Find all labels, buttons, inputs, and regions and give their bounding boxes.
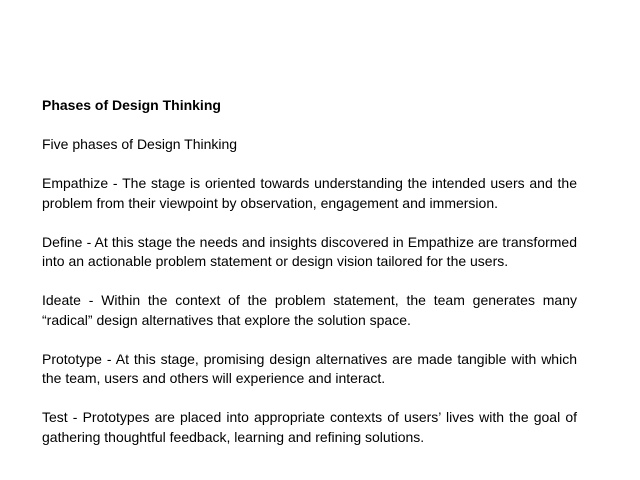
paragraph-test: Test - Prototypes are placed into appropriate contexts of users’ lives with the goal of gathering thoughtful feedback, learning and refining solutions.	[42, 409, 577, 445]
paragraph-ideate: Ideate - Within the context of the problem statement, the team generates many “radical” design alternatives that explore the solution space.	[42, 292, 577, 328]
paragraph-define: Define - At this stage the needs and insights discovered in Empathize are transformed into an actionable problem statement or design vision tailored for the users.	[42, 233, 577, 269]
paragraph-prototype: Prototype - At this stage, promising design alternatives are made tangible with which the team, users and others will experience and interact.	[42, 350, 577, 386]
document-title: Phases of Design Thinking	[42, 97, 221, 113]
paragraph-empathize: Empathize - The stage is oriented towards understanding the intended users and the problem from their viewpoint by observation, engagement and immersion.	[42, 175, 577, 211]
slide-content	[42, 96, 577, 467]
document-subtitle: Five phases of Design Thinking	[42, 136, 238, 152]
